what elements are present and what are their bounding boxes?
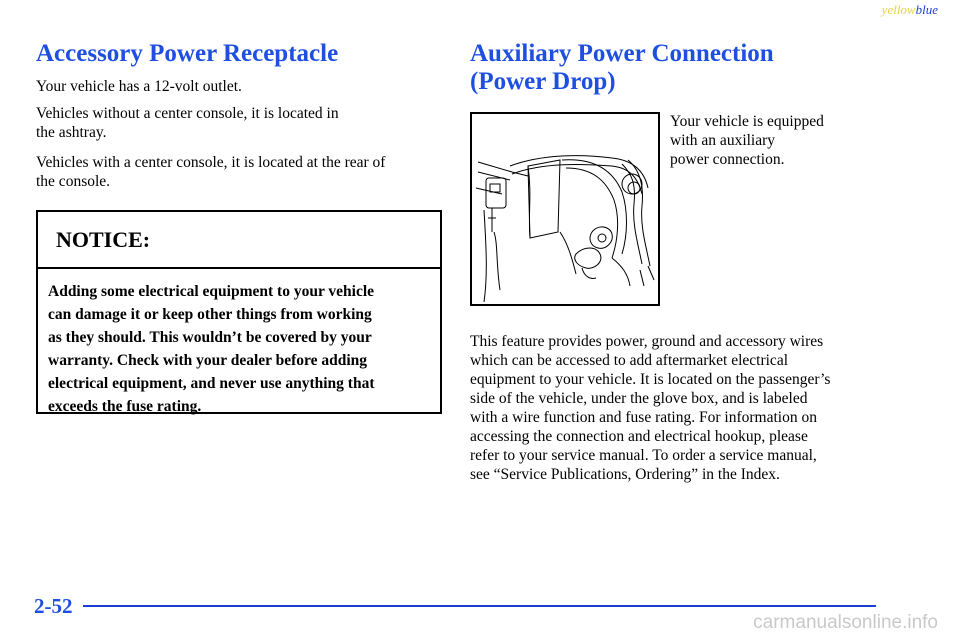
section-title-auxiliary-power [470, 40, 880, 96]
description-line: with a wire function and fuse rating. For information on [470, 409, 817, 426]
notice-text [38, 269, 440, 418]
left-column [36, 40, 442, 415]
notice-line: warranty. Check with your dealer before adding [48, 352, 368, 369]
paragraph-line: Vehicles without a center console, it is located in [36, 105, 339, 122]
description-line: equipment to your vehicle. It is located on the passenger’s [470, 371, 831, 388]
notice-heading: NOTICE: [38, 212, 440, 269]
notice-line: electrical equipment, and never use anything that [48, 375, 375, 392]
paragraph-with-console [36, 153, 385, 191]
description-line: side of the vehicle, under the glove box, and is labeled [470, 390, 808, 407]
caption-line: with an auxiliary [670, 132, 776, 149]
paragraph-line: the ashtray. [36, 124, 107, 141]
notice-line: Adding some electrical equipment to your vehicle [48, 283, 375, 300]
feature-description [470, 332, 880, 484]
description-line: accessing the connection and electrical hookup, please [470, 428, 808, 445]
description-line: This feature provides power, ground and accessory wires [470, 333, 824, 350]
paragraph-line: Vehicles with a center console, it is located at the rear of [36, 154, 386, 171]
page-number: 2-52 [34, 594, 73, 618]
caption-line: power connection. [670, 151, 785, 168]
header-tag-yellow: yellow [881, 2, 916, 17]
wiring-diagram-icon [472, 114, 658, 304]
paragraph-line: the console. [36, 173, 111, 190]
header-color-tag [882, 2, 938, 18]
title-line: (Power Drop) [470, 68, 616, 95]
caption-line: Your vehicle is equipped [670, 113, 824, 130]
notice-line: exceeds the fuse rating. [48, 398, 202, 415]
notice-box [36, 210, 442, 414]
description-line: refer to your service manual. To order a service manual, [470, 447, 817, 464]
paragraph-outlet: Your vehicle has a 12-volt outlet. [36, 78, 242, 95]
side-caption [670, 112, 824, 169]
right-column [470, 40, 880, 483]
notice-line: can damage it or keep other things from working [48, 306, 372, 323]
description-line: see “Service Publications, Ordering” in the Index. [470, 466, 780, 483]
paragraph-without-console [36, 104, 339, 142]
header-tag-blue: blue [915, 2, 938, 17]
title-line: Auxiliary Power Connection [470, 40, 774, 67]
footer-divider [83, 605, 876, 607]
section-title-accessory-power: Accessory Power Receptacle [36, 40, 339, 67]
description-line: which can be accessed to add aftermarket electrical [470, 352, 788, 369]
notice-line: as they should. This wouldn’t be covered by your [48, 329, 372, 346]
power-drop-illustration [470, 112, 660, 306]
watermark-text: carmanualsonline.info [753, 612, 938, 633]
